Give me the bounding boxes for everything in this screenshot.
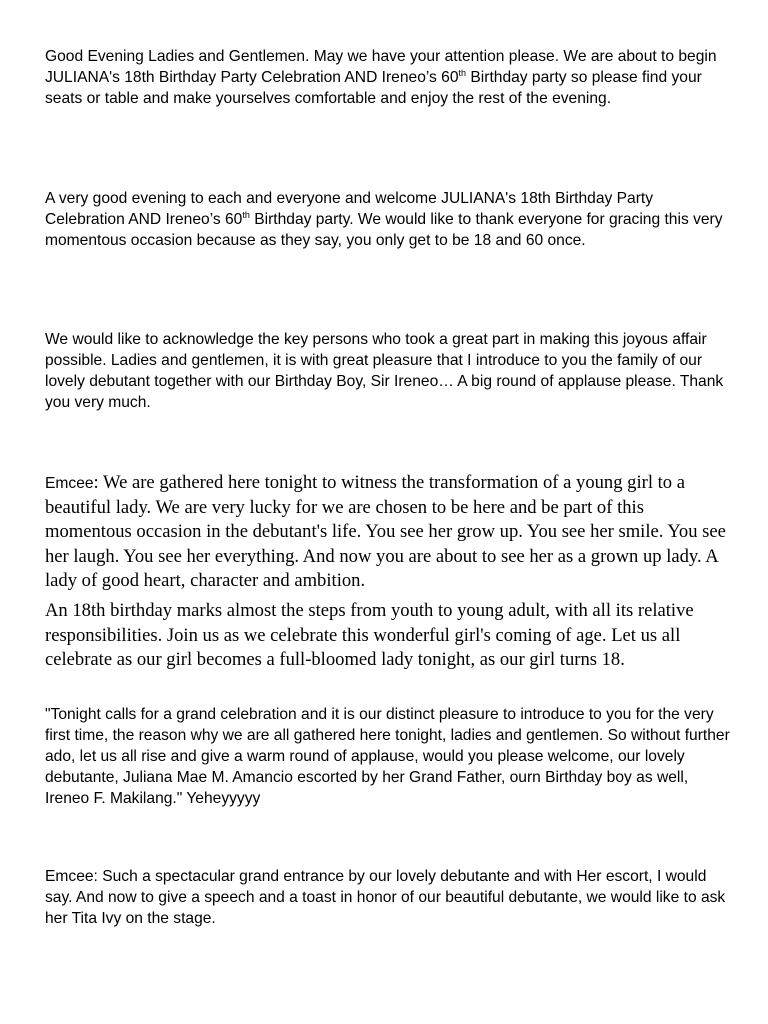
paragraph-text: Birthday party. We would like to thank everyone for gracing this very momentous occasion because as they say, you only get to be 18 and 60 once. (45, 211, 723, 249)
paragraph-emcee-transformation (45, 471, 735, 594)
ordinal-superscript: th (242, 209, 250, 220)
paragraph-text: We are gathered here tonight to witness the transformation of a young girl to a beautiful lady. We are very lucky for we are chosen to be here and be part of this momentous occasion in the debutant's life. You see her grow up. You see her smile. You see her laugh. You see her everything. And now you are about to see her as a grown up lady. A lady of good heart, character and ambition. (45, 472, 726, 591)
paragraph-welcome (45, 188, 735, 251)
paragraph-opening-announcement (45, 46, 735, 109)
paragraph-emcee-toast: Emcee: Such a spectacular grand entrance by our lovely debutante and with Her escort, I would say. And now to give a speech and a toast in honor of our beautiful debutante, we would like to ask her Tita Ivy on the stage. (45, 868, 726, 927)
speaker-colon: : (93, 472, 99, 493)
paragraph-coming-of-age: An 18th birthday marks almost the steps from youth to young adult, with all its relative responsibilities. Join us as we celebrate this wonderful girl's coming of age. Let us all celebrate as our girl becomes a full-bloomed lady tonight, as our girl turns 18. (45, 600, 694, 670)
ordinal-superscript: th (458, 67, 467, 78)
speaker-label: Emcee (45, 475, 94, 492)
paragraph-acknowledgement: We would like to acknowledge the key persons who took a great part in making this joyous affair possible. Ladies and gentlemen, it is with great pleasure that I introduce to you the family of our lovely debutant together with our Birthday Boy, Sir Ireneo… A big round of applause please. Thank you very much. (45, 331, 724, 411)
paragraph-text: Birthday party so please find your seats or table and make yourselves comfortable and enjoy the rest of the evening. (45, 69, 702, 107)
paragraph-grand-introduction: "Tonight calls for a grand celebration and it is our distinct pleasure to introduce to you for the very first time, the reason why we are all gathered here tonight, ladies and gentlemen. So without further ado, let us all rise and give a warm round of applause, would you please welcome, our lovely debutante, Juliana Mae M. Amancio escorted by her Grand Father, ourn Birthday boy as well, Ireneo F. Makilang." Yeheyyyyy (45, 706, 730, 807)
paragraph-text: Good Evening Ladies and Gentlemen. May we have your attention please. We are about to begin JULIANA's 18th Birthday Party Celebration AND Ireneo’s 60 (45, 48, 717, 86)
paragraph-text: A very good evening to each and everyone and welcome JULIANA's 18th Birthday Party Celebration AND Ireneo’s 60 (45, 190, 654, 228)
